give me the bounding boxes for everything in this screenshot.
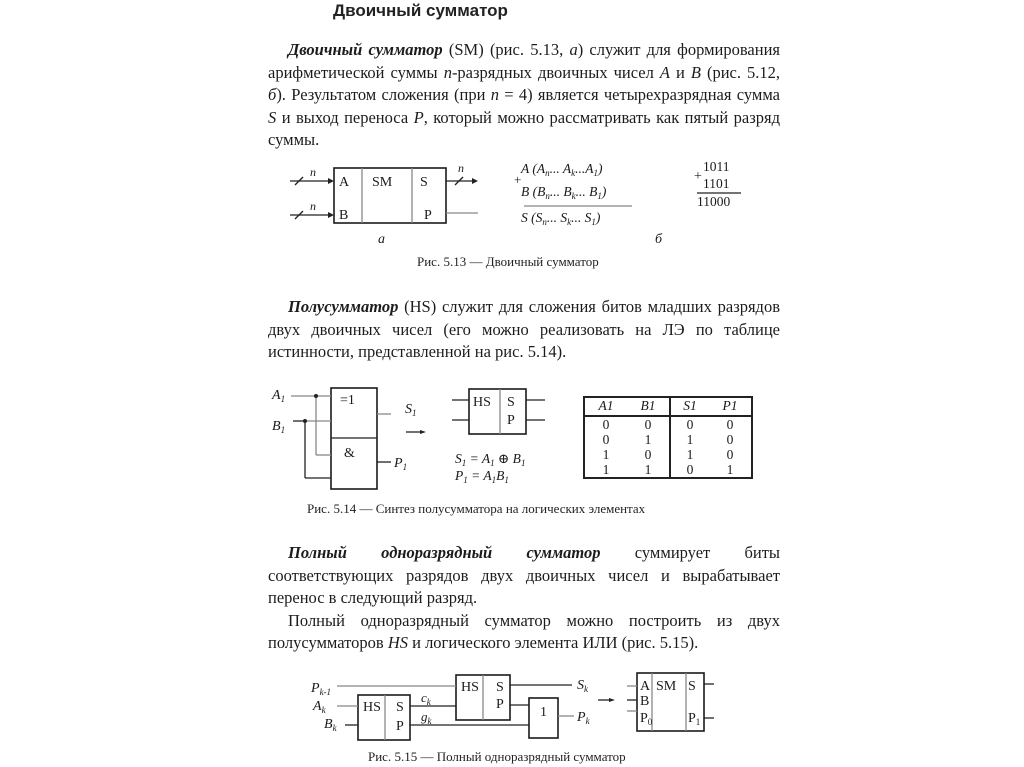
output-p1: $P_1$ xyxy=(394,456,408,472)
svg-text:+: + xyxy=(694,169,702,184)
formula-row-s: S ($S_n$... $S_k$... $S_1$) xyxy=(521,210,601,227)
figure-5-14-caption: Рис. 5.14 — Синтез полусумматора на логических элементах xyxy=(307,501,646,516)
sublabel-b: б xyxy=(655,232,663,247)
svg-text:S: S xyxy=(420,175,428,190)
sm-p0: $P_0$ xyxy=(640,711,653,727)
example-middle: 1101 xyxy=(703,176,730,191)
table-row: 0 0 0 0 xyxy=(602,417,734,432)
sm-p1: $P_1$ xyxy=(688,711,701,727)
table-row: 1 0 1 0 xyxy=(602,447,734,462)
example-top: 1011 xyxy=(703,159,730,174)
svg-text:SM: SM xyxy=(372,175,393,190)
output-sk: $S_k$ xyxy=(577,678,588,694)
svg-text:S: S xyxy=(507,395,515,410)
paragraph-half-adder: Полусумматор (HS) служит для сложения битов младших разрядов двух двоичных чисел (его можно реализовать на ЛЭ по таблице истинности, представленной на рис. 5.14). xyxy=(268,297,780,361)
paragraph-full-adder: Полный одноразрядный сумматор суммирует биты соответствующих разрядов двух двоичных чисел и вырабатывает перенос в следующий разряд. Полный одноразрядный сумматор можно построить из двух полусумматоров HS и логического элемента ИЛИ (рис. 5.15). xyxy=(268,543,780,652)
svg-text:=1: =1 xyxy=(340,393,355,408)
mid-ck: $c_k$ xyxy=(421,690,431,707)
formula-row-a: A ($A_n$... $A_k...A_1$) xyxy=(521,161,603,178)
output-pk: $P_k$ xyxy=(577,710,590,726)
svg-text:HS: HS xyxy=(363,700,381,715)
term-half-adder: Полусумматор xyxy=(288,297,399,316)
svg-text:n: n xyxy=(458,161,464,175)
svg-text:P: P xyxy=(424,208,432,223)
svg-text:1: 1 xyxy=(540,705,547,720)
svg-text:&: & xyxy=(344,446,355,461)
svg-text:HS: HS xyxy=(461,680,479,695)
svg-text:S: S xyxy=(688,679,696,694)
truth-table-header: A1 B1 S1 P1 xyxy=(584,397,752,416)
svg-text:A: A xyxy=(640,679,651,694)
input-ak: $A_k$ xyxy=(313,699,326,715)
input-b1: $B_1$ xyxy=(272,419,286,435)
svg-text:S: S xyxy=(496,680,504,695)
term-binary-adder: Двоичный сумматор xyxy=(288,40,443,59)
formula-row-b: B ($B_n$... $B_k$... $B_1$) xyxy=(521,184,607,201)
mid-gk: $g_k$ xyxy=(421,709,432,726)
svg-text:P: P xyxy=(496,697,504,712)
term-full-adder: Полный одноразрядный сумматор xyxy=(288,543,601,562)
equation-p1: $P_1 = A_1B_1$ xyxy=(455,468,509,485)
svg-text:n: n xyxy=(310,199,316,213)
svg-text:P: P xyxy=(507,413,515,428)
figure-5-13-caption: Рис. 5.13 — Двоичный сумматор xyxy=(417,254,599,269)
svg-text:SM: SM xyxy=(656,679,677,694)
paragraph-binary-adder: Двоичный сумматор (SM) (рис. 5.13, а) служит для формирования арифметической суммы n-разрядных двоичных чисел A и B (рис. 5.12, б). Результатом сложения (при n = 4) является четырехразрядная сумма S и выход переноса P, который можно рассматривать как пятый разряд суммы. xyxy=(268,40,780,149)
table-row: 1 1 0 1 xyxy=(602,462,734,477)
equation-s1: $S_1 = A_1$ ⊕ $B_1$ xyxy=(455,451,526,468)
svg-text:A: A xyxy=(339,175,350,190)
figure-5-15-caption: Рис. 5.15 — Полный одноразрядный сумматор xyxy=(368,749,626,764)
svg-text:S: S xyxy=(396,700,404,715)
table-row: 0 1 1 0 xyxy=(602,432,734,447)
sublabel-a: а xyxy=(378,232,385,247)
example-result: 11000 xyxy=(697,194,731,209)
page-title: Двоичный сумматор xyxy=(333,1,508,20)
input-bk: $B_k$ xyxy=(324,717,337,733)
svg-text:P: P xyxy=(396,719,404,734)
svg-text:+: + xyxy=(514,172,522,187)
svg-text:B: B xyxy=(339,208,349,223)
output-s1: $S_1$ xyxy=(405,402,417,418)
svg-text:n: n xyxy=(310,165,316,179)
input-a1: $A_1$ xyxy=(272,388,286,404)
svg-text:B: B xyxy=(640,694,650,709)
input-pk-1: $P_{k-1}$ xyxy=(311,681,332,697)
svg-text:HS: HS xyxy=(473,395,491,410)
